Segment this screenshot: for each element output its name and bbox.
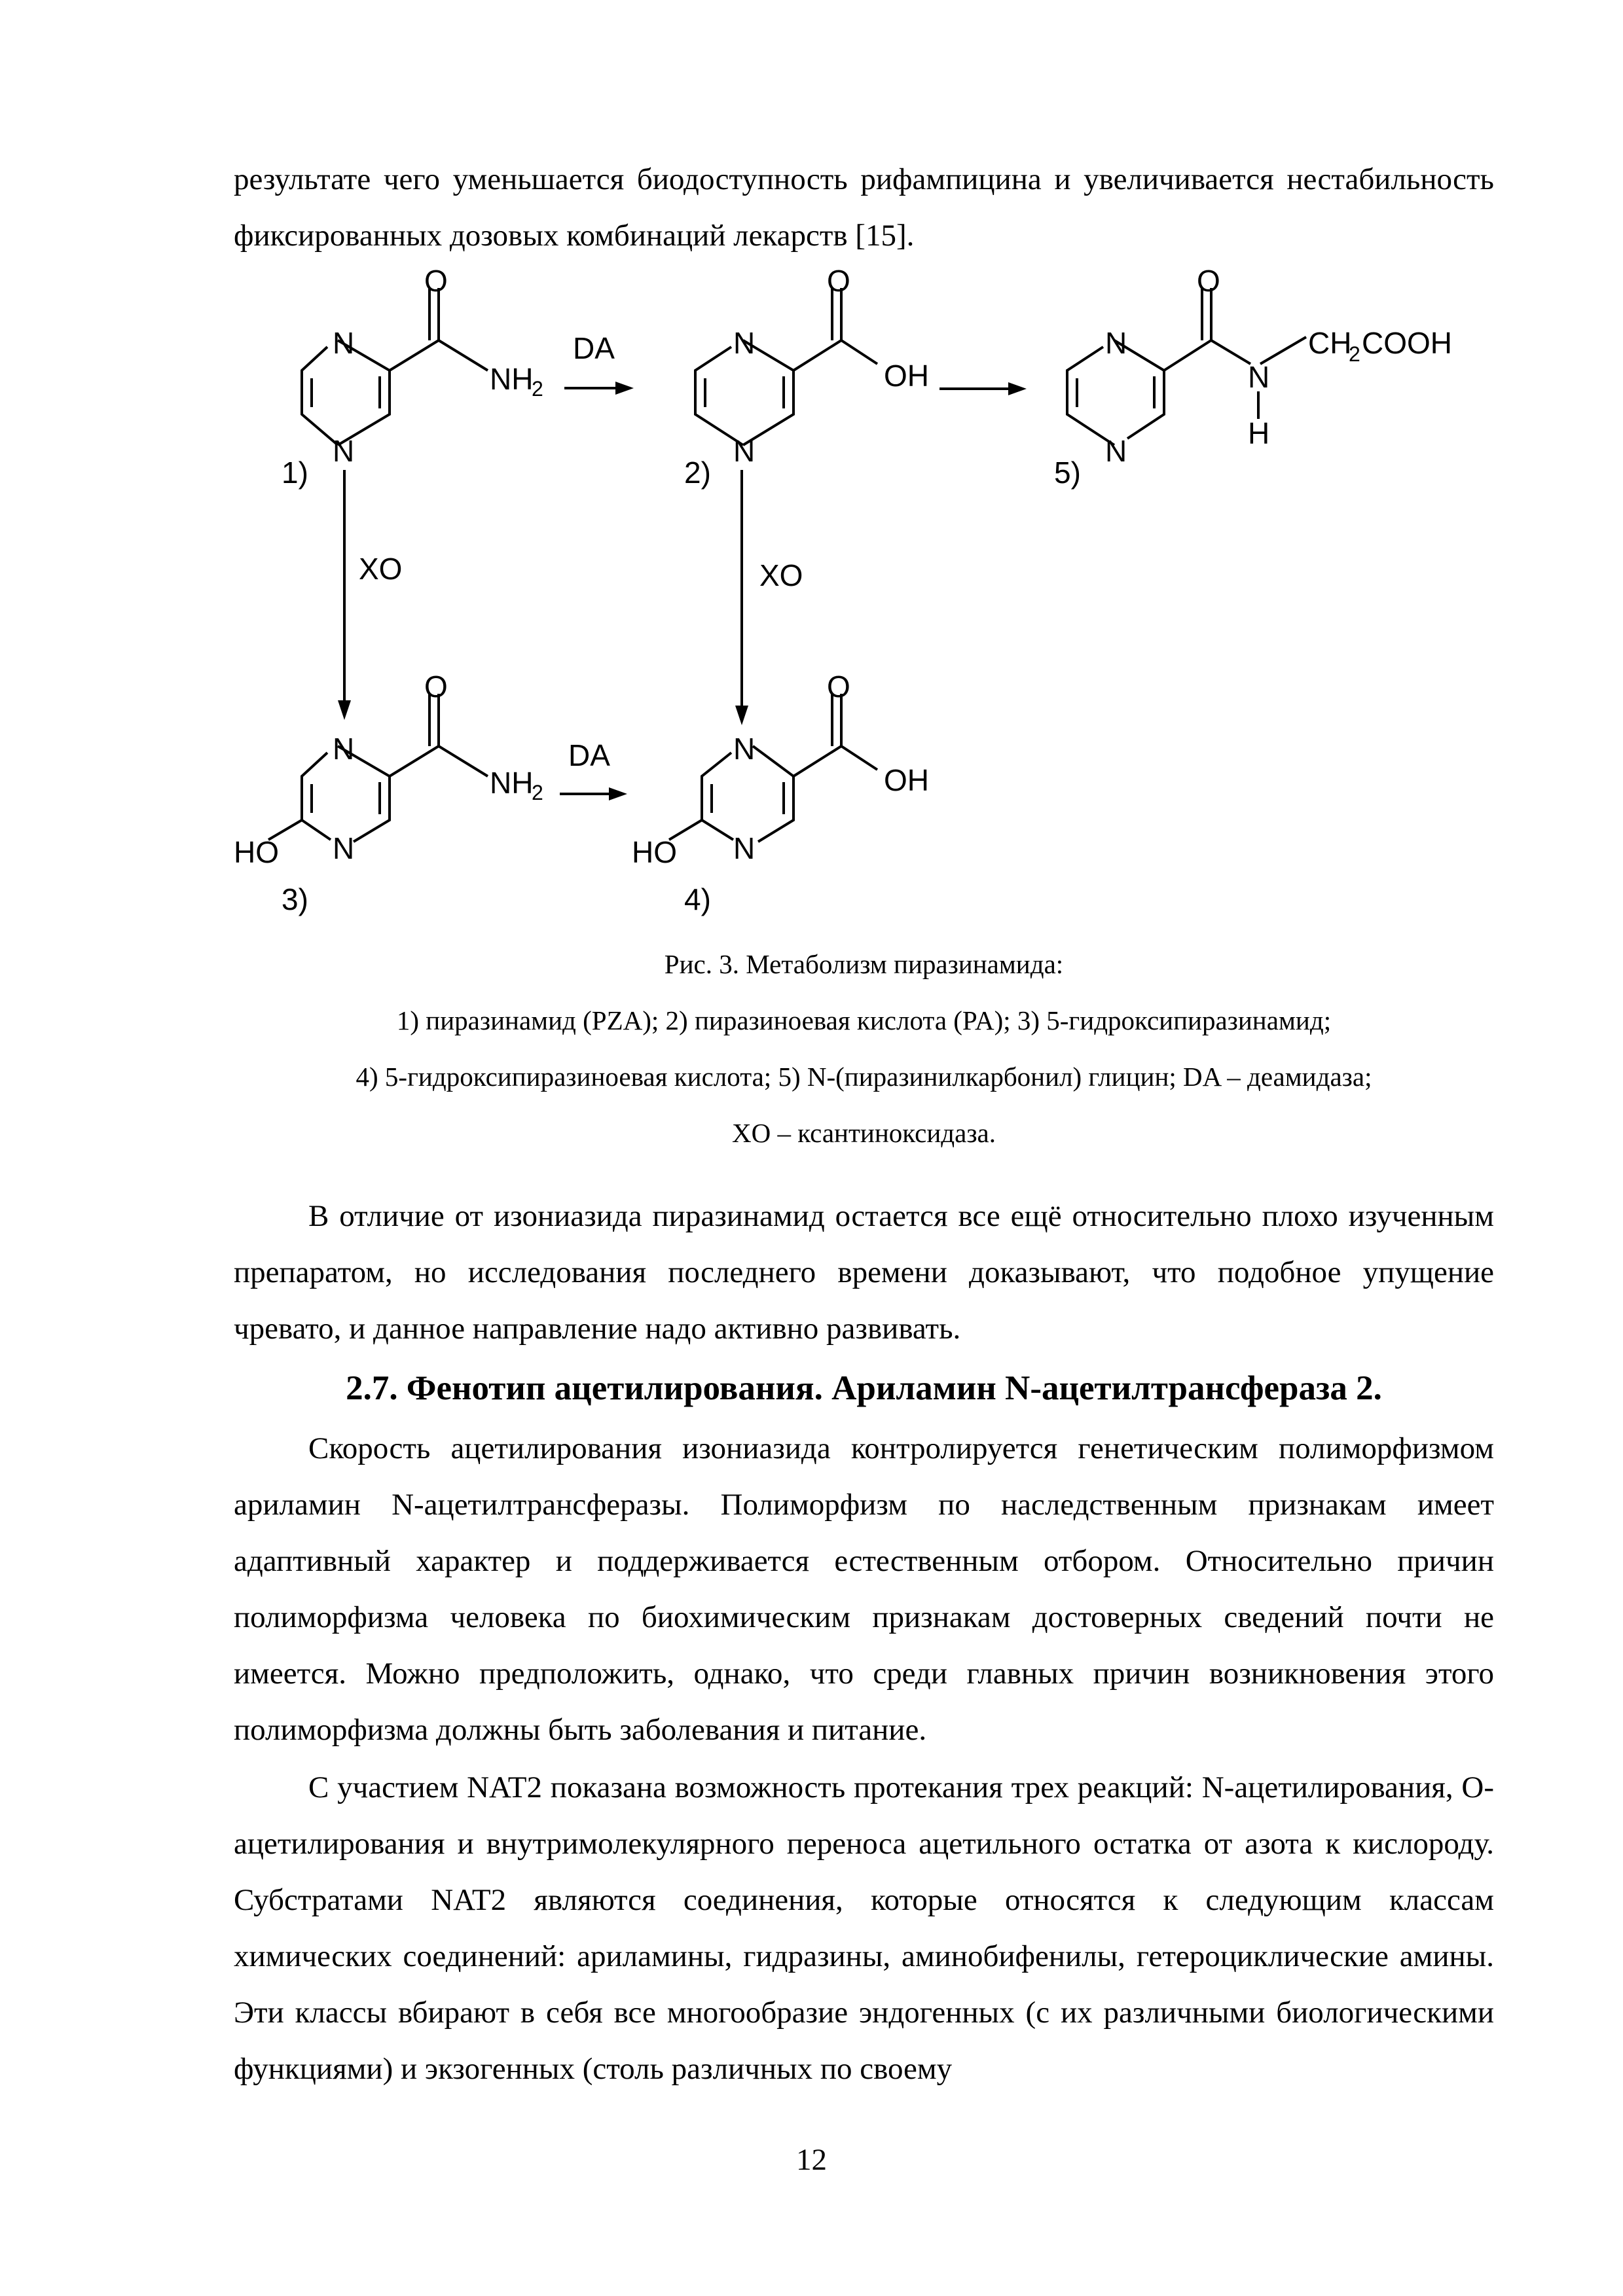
label-oh: OH (884, 359, 929, 393)
atom-o: O (827, 670, 850, 704)
label-nh: NH (490, 766, 534, 800)
arrow-da-2 (560, 738, 627, 800)
atom-n: N (1105, 434, 1127, 468)
caption-line: Рис. 3. Метаболизм пиразинамида: (664, 949, 1064, 979)
atom-n: N (333, 732, 355, 766)
compound-1-pyrazinamide (282, 264, 543, 490)
label-oh: OH (884, 763, 929, 797)
paragraph-nat2-reactions: С участием NAT2 показана возможность протекания трех реакций: N-ацетилирования, О-ацетилирования и внутримолекулярного переноса ацетильного остатка от азота к кислороду. Субстратами NAT2 являются соединения, которые относятся к следующим классам химических соединений: ариламины, гидразины, аминобифенилы, гетероциклические амины. Эти классы вбирают в себя все многообразие эндогенных (с их различными биологическими функциями) и экзогенных (столь различных по своему (234, 1770, 1494, 2086)
enzyme-label-da: DA (573, 331, 615, 365)
label-ho: HO (632, 835, 677, 869)
caption-line: 4) 5-гидроксипиразиноевая кислота; 5) N-(пиразинилкарбонил) глицин; DA – деамидаза; (356, 1062, 1372, 1092)
atom-o: O (1197, 264, 1220, 298)
atom-h: H (1248, 416, 1270, 450)
label-sub: 2 (1349, 342, 1360, 366)
label-nh: NH (490, 362, 534, 396)
atom-o: O (827, 264, 850, 298)
paragraph-pyrazinamide: В отличие от изониазида пиразинамид остается все ещё относительно плохо изученным препаратом, но исследования последнего времени доказывают, что подобное упущение чревато, и данное направление надо активно развивать. (234, 1199, 1494, 1346)
paragraph-intro: результате чего уменьшается биодоступность рифампицина и увеличивается нестабильность фиксированных дозовых комбинаций лекарств [15]. (234, 162, 1494, 253)
arrow-xo-2 (735, 470, 803, 725)
label-sub: 2 (532, 781, 543, 804)
atom-n: N (333, 326, 355, 360)
atom-n: N (733, 434, 756, 468)
enzyme-label-da: DA (568, 738, 610, 772)
atom-o: O (424, 264, 448, 298)
atom-n: N (1105, 326, 1127, 360)
pyrazinamide-metabolism-diagram (0, 0, 1623, 942)
label-ch: CH (1308, 326, 1352, 360)
atom-n: N (733, 732, 756, 766)
compound-label-5: 5) (1054, 456, 1081, 490)
arrow-to-5 (939, 382, 1027, 395)
enzyme-label-xo: XO (359, 552, 403, 586)
compound-label-1: 1) (282, 456, 308, 490)
compound-label-2: 2) (684, 456, 711, 490)
arrow-da-1 (564, 331, 634, 395)
atom-n: N (333, 434, 355, 468)
paragraph-acetylation-speed: Скорость ацетилирования изониазида контролируется генетическим полиморфизмом ариламин N-ацетилтрансферазы. Полиморфизм по наследственным признакам имеет адаптивный характер и поддерживается естественным отбором. Относительно причин полиморфизма человека по биохимическим признакам достоверных сведений почти не имеется. Можно предположить, однако, что среди главных причин возникновения этого полиморфизма должны быть заболевания и питание. (234, 1431, 1494, 1747)
compound-2-pyrazinoic-acid (684, 264, 929, 490)
atom-n: N (733, 326, 756, 360)
label-sub: 2 (532, 377, 543, 401)
compound-3-hydroxypyrazinamide (234, 670, 543, 916)
compound-4-hydroxypyrazinoic-acid (632, 670, 929, 916)
compound-5-pyrazinylcarbonyl-glycine (1054, 264, 1452, 490)
atom-n: N (733, 831, 756, 865)
atom-n: N (1248, 360, 1270, 394)
arrow-xo-1 (338, 470, 402, 720)
atom-o: O (424, 670, 448, 704)
figure-caption (234, 936, 1494, 1161)
page-number: 12 (796, 2143, 827, 2177)
section-heading: 2.7. Фенотип ацетилирования. Ариламин N-ацетилтрансфераза 2. (346, 1369, 1382, 1407)
compound-label-3: 3) (282, 882, 308, 916)
label-ho: HO (234, 835, 279, 869)
atom-n: N (333, 831, 355, 865)
compound-label-4: 4) (684, 882, 711, 916)
caption-line: 1) пиразинамид (PZA); 2) пиразиноевая кислота (PA); 3) 5-гидроксипиразинамид; (396, 1005, 1332, 1035)
caption-line: XO – ксантиноксидаза. (732, 1118, 996, 1148)
enzyme-label-xo: XO (759, 558, 803, 592)
label-cooh: COOH (1362, 326, 1452, 360)
